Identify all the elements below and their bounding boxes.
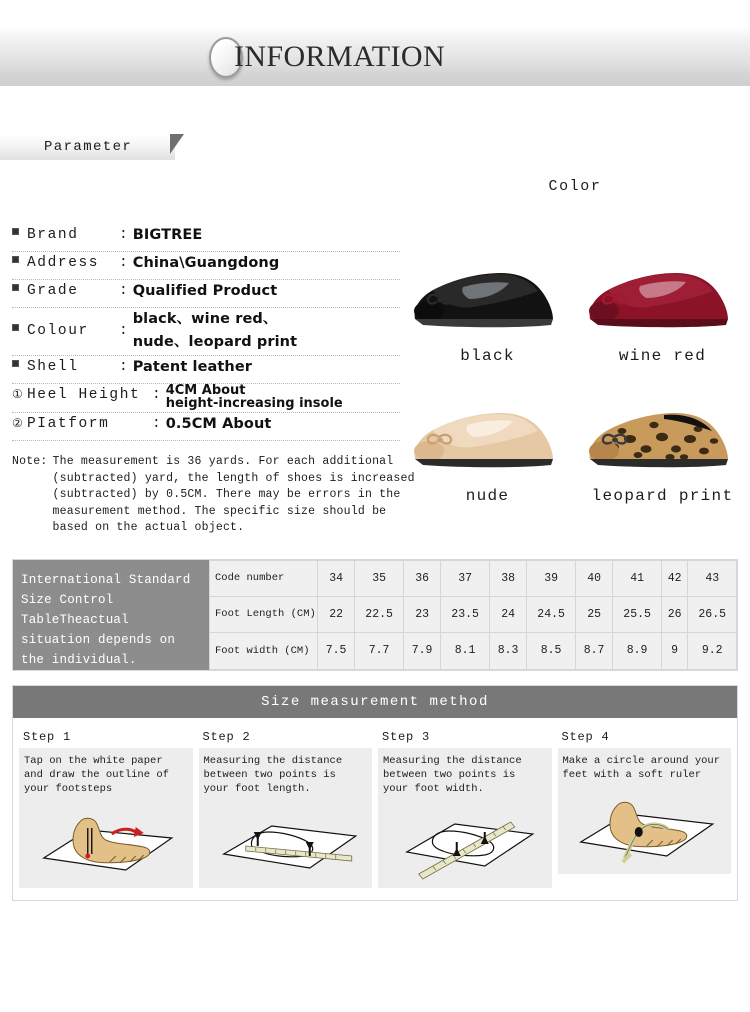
step-3 (378, 728, 552, 888)
cell: 40 (575, 560, 613, 596)
foot-outline-draw-icon (24, 800, 188, 884)
cell: 24 (489, 596, 527, 632)
shoe-swatch-nude[interactable] (400, 393, 575, 505)
shoe-color-grid (400, 195, 750, 505)
note-line: based on the actual object. (52, 521, 245, 534)
bullet-circled-one-icon: ① (12, 388, 23, 402)
cell: 8.7 (575, 633, 613, 669)
cell: 7.5 (317, 633, 355, 669)
color-section-heading: Color (548, 178, 602, 195)
shoe-image-wine-red (578, 253, 748, 341)
cell: 22 (317, 596, 355, 632)
table-row (210, 596, 737, 632)
tab-arrow-icon (170, 134, 184, 154)
ruler-width-icon (383, 800, 547, 884)
param-row-platform (12, 413, 400, 441)
measurement-steps (13, 718, 737, 900)
param-colon: : (152, 387, 161, 403)
param-colon: : (119, 359, 128, 375)
tab-parameter[interactable] (0, 134, 175, 160)
measurement-note (12, 454, 415, 537)
cell: 24.5 (527, 596, 575, 632)
cell: 8.5 (527, 633, 575, 669)
size-table-caption: International Standard Size Control TableTheactual situation depends on the individual. (13, 560, 209, 670)
ruler-length-icon (204, 800, 368, 884)
page-title: INFORMATION (233, 40, 446, 73)
cell: 23.5 (441, 596, 489, 632)
cell: 26 (661, 596, 688, 632)
shoe-label: black (460, 347, 515, 365)
cell: 22.5 (355, 596, 403, 632)
bullet-square-icon (12, 308, 27, 354)
param-colon: : (119, 323, 128, 339)
param-value-line1: 4CM About (165, 383, 246, 398)
shoe-swatch-leopard-print[interactable] (575, 393, 750, 505)
cell: 9.2 (688, 633, 737, 669)
row-header: Foot width (CM) (210, 633, 318, 669)
measurement-section (12, 685, 738, 901)
param-row-shell (12, 356, 400, 384)
cell: 25.5 (613, 596, 661, 632)
param-row-heel-height (12, 384, 400, 413)
cell: 7.9 (403, 633, 441, 669)
step-title: Step 4 (561, 729, 610, 744)
banner-inner (209, 37, 445, 78)
param-row-brand (12, 224, 400, 252)
param-row-address (12, 252, 400, 280)
measurement-heading: Size measurement method (13, 686, 737, 718)
param-key: Colour (27, 323, 89, 339)
color-column (400, 166, 750, 537)
cell: 9 (661, 633, 688, 669)
cell: 36 (403, 560, 441, 596)
shoe-swatch-wine-red[interactable] (575, 253, 750, 365)
shoe-label: nude (465, 487, 510, 505)
cell: 26.5 (688, 596, 737, 632)
step-card (558, 748, 732, 874)
param-value-line2: height-increasing insole (165, 396, 343, 411)
param-key: Address (27, 255, 100, 271)
row-header: Foot Length (CM) (210, 596, 318, 632)
step-text: Tap on the white paper and draw the outline of your footsteps (24, 754, 169, 795)
bullet-square-icon (12, 252, 27, 274)
cell: 37 (441, 560, 489, 596)
param-key: PIatform (27, 416, 110, 432)
param-key: Shell (27, 359, 79, 375)
step-title: Step 2 (202, 729, 251, 744)
note-line: (subtracted) yard, the length of shoes is increased (52, 471, 415, 485)
cell: 7.7 (355, 633, 403, 669)
cell: 34 (317, 560, 355, 596)
information-banner (0, 28, 750, 86)
cell: 8.9 (613, 633, 661, 669)
param-key: Grade (27, 283, 79, 299)
note-line: (subtracted) by 0.5CM. There may be errors in the (52, 488, 401, 501)
cell: 25 (575, 596, 613, 632)
note-body (53, 454, 415, 537)
note-line: measurement method. The specific size should be (52, 504, 387, 518)
cell: 39 (527, 560, 575, 596)
param-colon: : (119, 227, 128, 243)
parameter-column (0, 166, 415, 537)
step-4 (558, 728, 732, 888)
param-value-group (166, 384, 343, 411)
step-text: Measuring the distance between two points is your foot width. (383, 754, 522, 795)
row-header: Code number (210, 560, 318, 596)
shoe-label: wine red (618, 347, 707, 365)
param-value: BIGTREE (132, 227, 203, 243)
shoe-image-black (403, 253, 573, 341)
param-value: Qualified Product (132, 283, 278, 299)
param-value: China\Guangdong (132, 255, 280, 271)
cell: 8.3 (489, 633, 527, 669)
cell: 43 (688, 560, 737, 596)
main-content (0, 166, 750, 537)
bullet-square-icon (12, 356, 27, 378)
cell: 23 (403, 596, 441, 632)
size-table (12, 559, 738, 671)
bullet-square-icon (12, 224, 27, 246)
cell: 41 (613, 560, 661, 596)
param-colon: : (152, 416, 161, 432)
cell: 8.1 (441, 633, 489, 669)
param-row-colour (12, 308, 400, 356)
param-key: Brand (27, 227, 79, 243)
parameter-tab-wrap (0, 134, 750, 162)
bullet-circled-two-icon: ② (12, 417, 23, 431)
bullet-square-icon (12, 280, 27, 302)
param-value-line1: black、wine red、 (132, 311, 278, 327)
param-row-grade (12, 280, 400, 308)
cell: 38 (489, 560, 527, 596)
param-value: Patent leather (132, 359, 253, 375)
param-key: Heel Height (27, 387, 141, 403)
shoe-image-nude (403, 393, 573, 481)
step-text: Measuring the distance between two points is your foot length. (203, 754, 343, 795)
soft-tape-foot-icon (563, 786, 727, 870)
size-table-grid (209, 560, 737, 670)
table-row (210, 633, 737, 669)
param-value-group (133, 308, 297, 354)
param-colon: : (119, 283, 128, 299)
note-line: The measurement is 36 yards. For each additional (52, 455, 394, 468)
shoe-swatch-black[interactable] (400, 253, 575, 365)
step-card (19, 748, 193, 888)
step-text: Make a circle around your feet with a soft ruler (562, 754, 721, 781)
step-1 (19, 728, 193, 888)
shoe-label: leopard print (591, 487, 734, 505)
step-title: Step 1 (23, 729, 72, 744)
param-value: 0.5CM About (165, 416, 272, 432)
cell: 42 (661, 560, 688, 596)
step-2 (199, 728, 373, 888)
step-title: Step 3 (382, 729, 431, 744)
shoe-image-leopard-print (578, 393, 748, 481)
tab-parameter-label: Parameter (44, 139, 133, 155)
table-row (210, 560, 737, 596)
param-value-line2: nude、leopard print (132, 334, 298, 350)
step-card (199, 748, 373, 888)
note-label: Note: (12, 455, 48, 468)
step-card (378, 748, 552, 888)
parameter-list (12, 224, 400, 441)
param-colon: : (119, 255, 128, 271)
cell: 35 (355, 560, 403, 596)
